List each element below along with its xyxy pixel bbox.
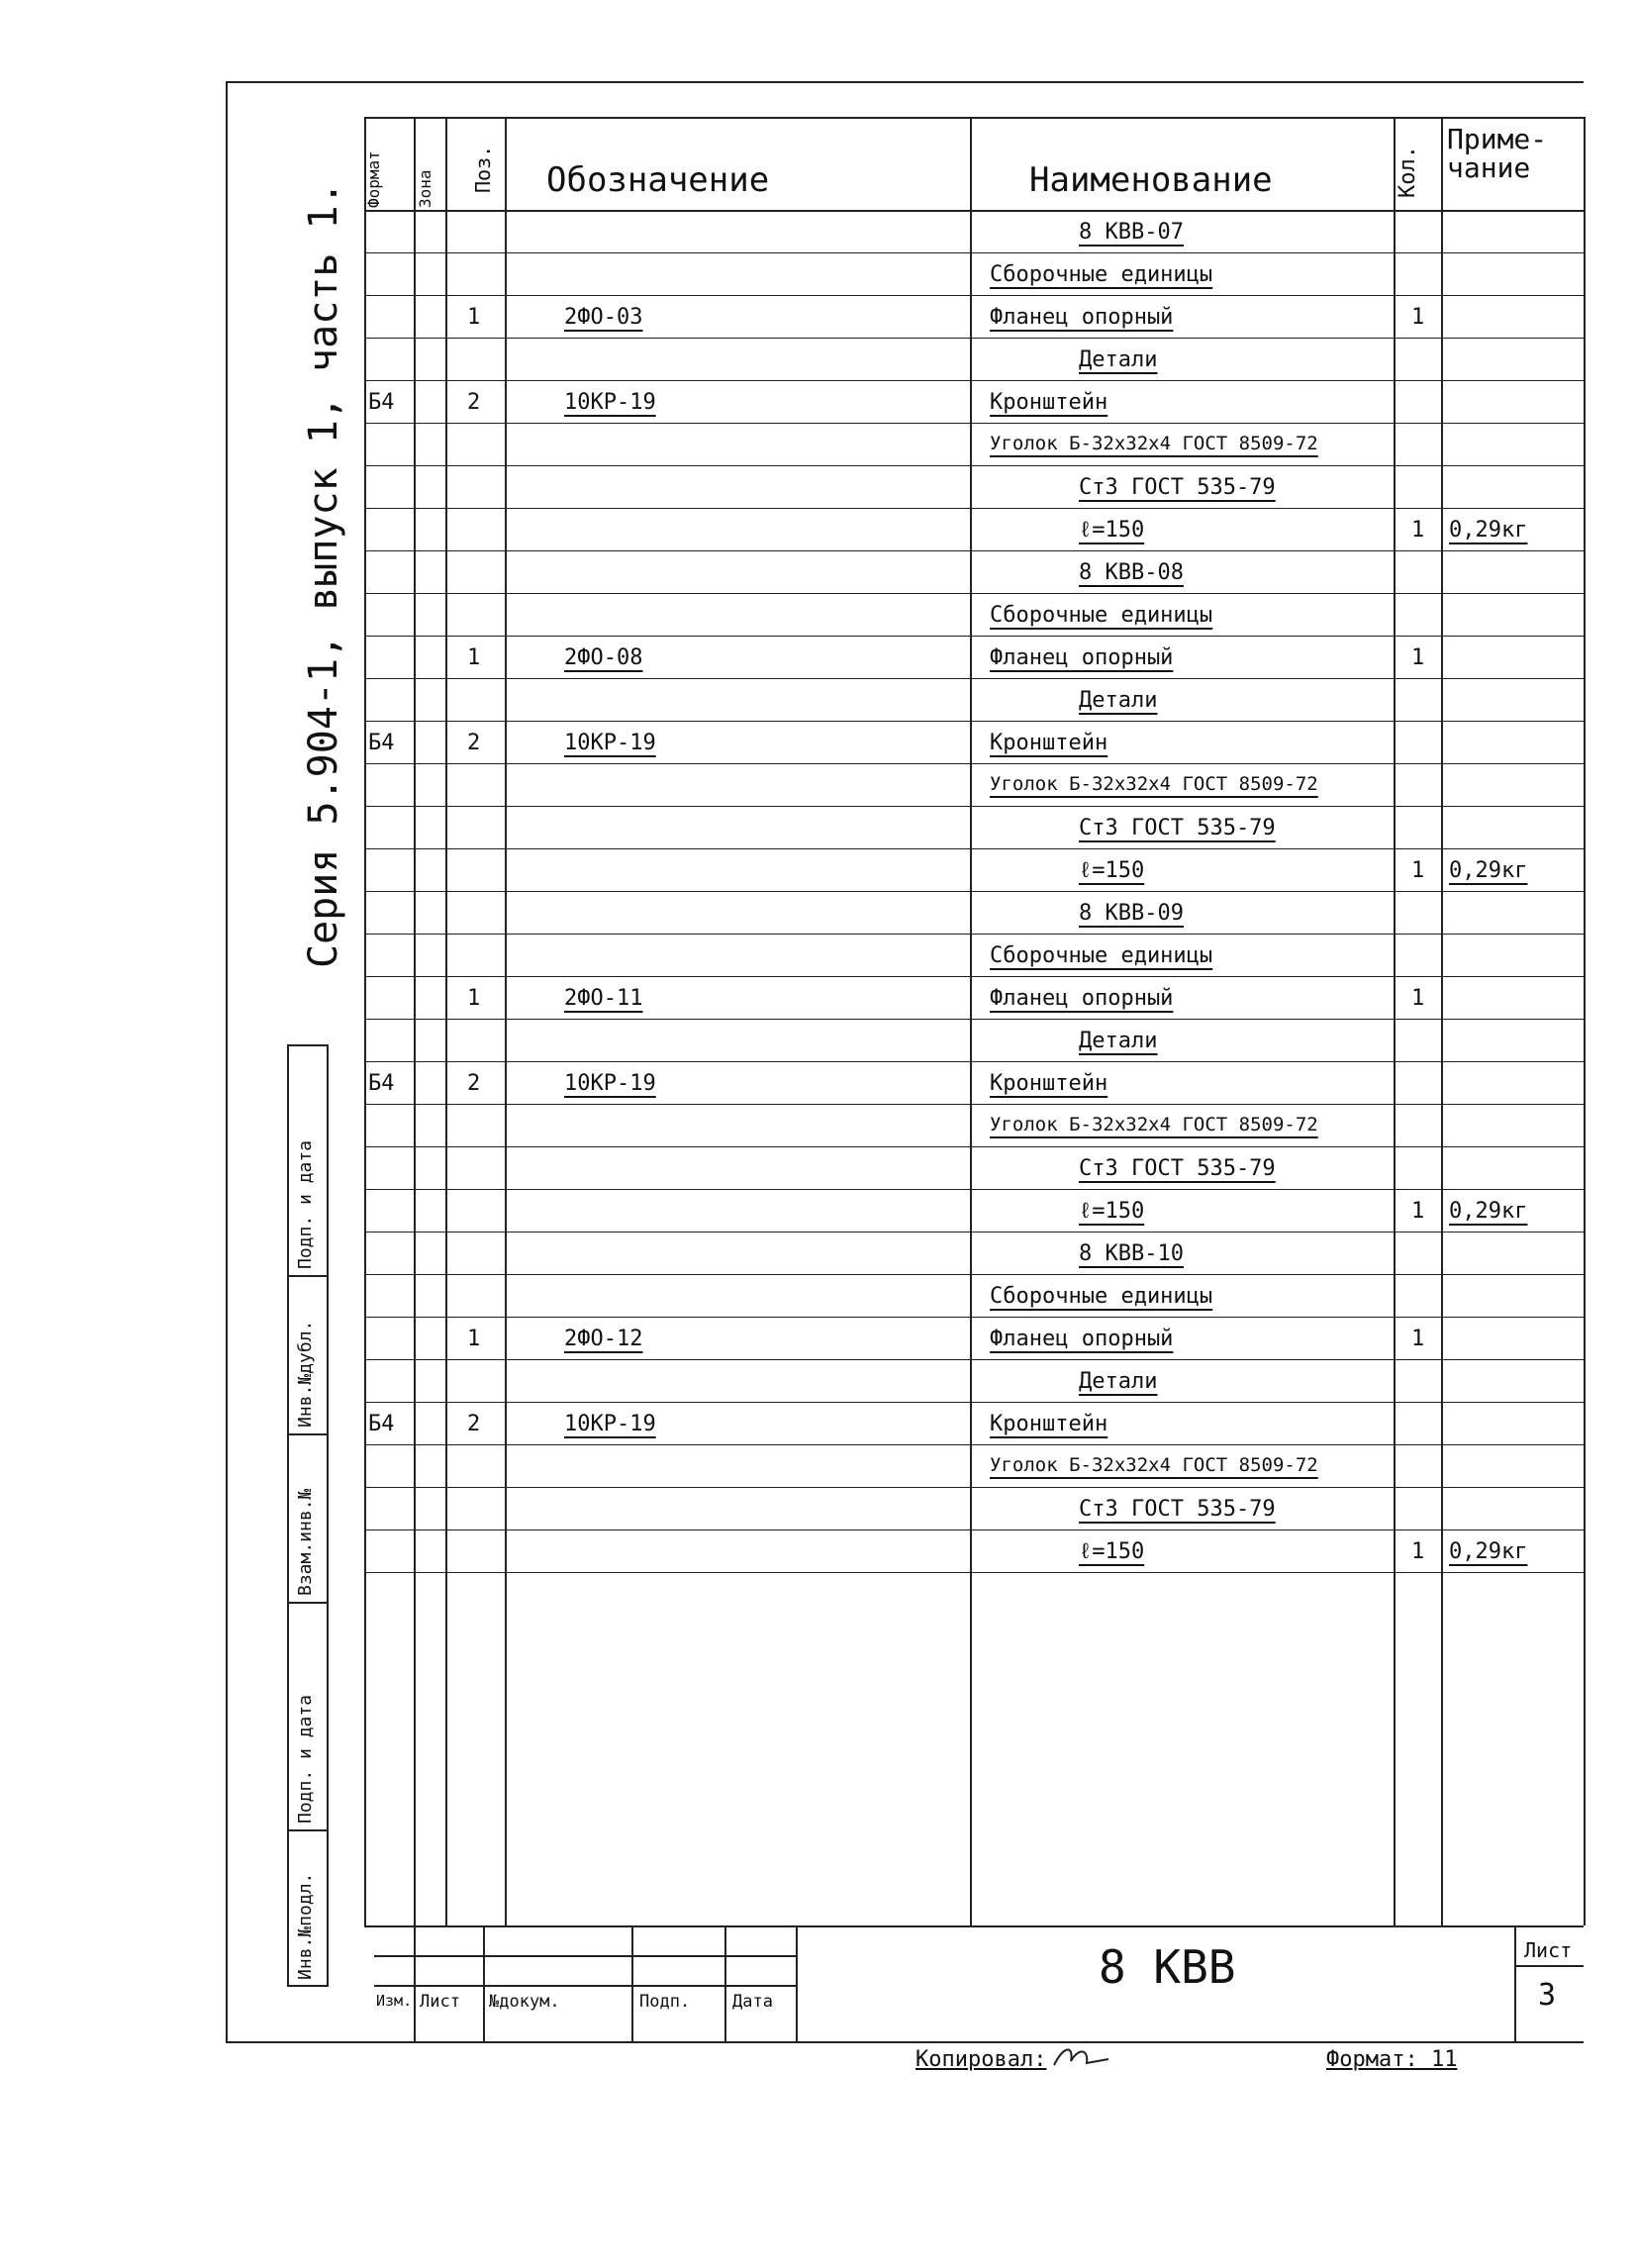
- cell-pos: 1: [467, 986, 481, 1011]
- cell-note: 0,29кг: [1449, 1199, 1528, 1224]
- row-line: [364, 252, 1584, 253]
- cell-format: Б4: [368, 1412, 395, 1436]
- row-line: [364, 678, 1584, 679]
- cell-note: 0,29кг: [1449, 1539, 1528, 1564]
- row-line: [364, 1019, 1584, 1020]
- cell-name: ℓ=150: [1079, 1199, 1145, 1224]
- tb-col-change: Изм.: [376, 1992, 413, 2010]
- tb-col-sign: Подп.: [639, 1992, 691, 2012]
- cell-name: Детали: [1079, 1029, 1158, 1053]
- cell-format: Б4: [368, 1071, 395, 1096]
- cell-qty: 1: [1411, 1327, 1425, 1351]
- cell-pos: 2: [467, 390, 481, 415]
- row-line: [364, 423, 1584, 424]
- cell-name: Сборочные единицы: [990, 262, 1213, 287]
- row-line: [364, 1444, 1584, 1445]
- cell-designation: 10КР-19: [564, 1071, 656, 1096]
- hdr-pos: Поз.: [471, 145, 495, 193]
- hdr-name: Наименование: [1029, 160, 1273, 200]
- cell-name: Уголок Б-32х32х4 ГОСТ 8509-72: [990, 1114, 1318, 1135]
- cell-qty: 1: [1411, 1539, 1425, 1564]
- row-line: [364, 806, 1584, 807]
- row-line: [364, 976, 1584, 977]
- cell-designation: 2ФО-12: [564, 1327, 643, 1351]
- row-line: [364, 891, 1584, 892]
- col-line: [364, 117, 366, 1925]
- cell-name: Фланец опорный: [990, 305, 1174, 330]
- tb-col-docno: №докум.: [489, 1992, 560, 2012]
- cell-name: ℓ=150: [1079, 858, 1145, 883]
- row-line: [364, 1104, 1584, 1105]
- col-line: [1441, 117, 1443, 1925]
- tb-col-sheet: Лист: [420, 1992, 460, 2012]
- stamp-inv-orig: Инв.№подл.: [295, 1872, 316, 1980]
- cell-name: Детали: [1079, 347, 1158, 372]
- col-line: [445, 117, 447, 1925]
- cell-designation: 2ФО-03: [564, 305, 643, 330]
- cell-name: Кронштейн: [990, 390, 1108, 415]
- cell-designation: 10КР-19: [564, 390, 656, 415]
- hdr-note: Приме-чание: [1447, 123, 1548, 185]
- row-line: [364, 380, 1584, 381]
- tb-sheet-label: Лист: [1524, 1938, 1573, 1962]
- cell-designation: 10КР-19: [564, 1412, 656, 1436]
- row-line: [364, 1572, 1584, 1573]
- cell-name: Ст3 ГОСТ 535-79: [1079, 1497, 1276, 1522]
- cell-name: Ст3 ГОСТ 535-79: [1079, 816, 1276, 840]
- row-line: [364, 1359, 1584, 1360]
- row-line: [364, 763, 1584, 764]
- cell-name: Кронштейн: [990, 731, 1108, 755]
- col-line: [1584, 117, 1586, 1925]
- cell-note: 0,29кг: [1449, 518, 1528, 542]
- stamp-replace-inv: Взам.инв.№: [295, 1488, 316, 1596]
- row-line: [364, 1317, 1584, 1318]
- stamp-sign-date-1: Подп. и дата: [295, 1694, 316, 1824]
- cell-pos: 2: [467, 1071, 481, 1096]
- table-top: [364, 117, 1584, 119]
- cell-name: Уголок Б-32х32х4 ГОСТ 8509-72: [990, 433, 1318, 454]
- row-line: [364, 934, 1584, 935]
- copied-signature: [1049, 2037, 1118, 2077]
- col-line: [970, 117, 972, 1925]
- cell-name: 8 КВВ-07: [1079, 220, 1184, 245]
- cell-name: Уголок Б-32х32х4 ГОСТ 8509-72: [990, 773, 1318, 795]
- cell-qty: 1: [1411, 645, 1425, 670]
- cell-name: Фланец опорный: [990, 986, 1174, 1011]
- cell-name: ℓ=150: [1079, 1539, 1145, 1564]
- cell-qty: 1: [1411, 1199, 1425, 1224]
- cell-name: Фланец опорный: [990, 1327, 1174, 1351]
- row-line: [364, 550, 1584, 551]
- cell-name: Фланец опорный: [990, 645, 1174, 670]
- hdr-zone: Зона: [416, 169, 434, 208]
- row-line: [364, 1061, 1584, 1062]
- cell-qty: 1: [1411, 986, 1425, 1011]
- row-line: [364, 848, 1584, 849]
- cell-name: Кронштейн: [990, 1071, 1108, 1096]
- cell-note: 0,29кг: [1449, 858, 1528, 883]
- row-line: [364, 1189, 1584, 1190]
- cell-format: Б4: [368, 390, 395, 415]
- cell-name: Детали: [1079, 1369, 1158, 1394]
- footer-copied: Копировал:: [915, 2047, 1047, 2072]
- cell-name: 8 КВВ-09: [1079, 901, 1184, 926]
- cell-designation: 2ФО-11: [564, 986, 643, 1011]
- row-line: [364, 593, 1584, 594]
- col-line: [505, 117, 507, 1925]
- cell-format: Б4: [368, 731, 395, 755]
- cell-name: Ст3 ГОСТ 535-79: [1079, 475, 1276, 500]
- row-line: [364, 295, 1584, 296]
- row-line: [364, 636, 1584, 637]
- row-line: [364, 1274, 1584, 1275]
- row-line: [364, 721, 1584, 722]
- cell-name: Кронштейн: [990, 1412, 1108, 1436]
- cell-name: Ст3 ГОСТ 535-79: [1079, 1156, 1276, 1181]
- hdr-designation: Обозначение: [546, 160, 770, 200]
- table-header-bottom: [364, 210, 1584, 212]
- cell-pos: 1: [467, 305, 481, 330]
- row-line: [364, 465, 1584, 466]
- footer-format: Формат: 11: [1326, 2047, 1458, 2072]
- hdr-format: Формат: [364, 150, 383, 208]
- row-line: [364, 1146, 1584, 1147]
- stamp-inv-dup: Инв.№дубл.: [295, 1320, 316, 1428]
- cell-name: 8 КВВ-10: [1079, 1241, 1184, 1266]
- row-line: [364, 508, 1584, 509]
- cell-name: Детали: [1079, 688, 1158, 713]
- cell-pos: 2: [467, 731, 481, 755]
- cell-pos: 1: [467, 645, 481, 670]
- cell-name: ℓ=150: [1079, 518, 1145, 542]
- cell-pos: 1: [467, 1327, 481, 1351]
- cell-qty: 1: [1411, 858, 1425, 883]
- row-line: [364, 1487, 1584, 1488]
- cell-name: Уголок Б-32х32х4 ГОСТ 8509-72: [990, 1454, 1318, 1476]
- cell-qty: 1: [1411, 305, 1425, 330]
- cell-name: Сборочные единицы: [990, 1284, 1213, 1309]
- row-line: [364, 1529, 1584, 1530]
- row-line: [364, 338, 1584, 339]
- col-line: [414, 117, 416, 1925]
- row-line: [364, 1232, 1584, 1233]
- tb-col-date: Дата: [732, 1992, 773, 2012]
- col-line: [1394, 117, 1396, 1925]
- stamp-sign-date-2: Подп. и дата: [295, 1139, 316, 1269]
- cell-name: Сборочные единицы: [990, 603, 1213, 628]
- row-line: [364, 1402, 1584, 1403]
- tb-doc-code: 8 КВВ: [1099, 1940, 1236, 1994]
- hdr-qty: Кол.: [1396, 146, 1420, 198]
- side-series-title: Серия 5.904-1, выпуск 1, часть 1.: [301, 181, 346, 968]
- tb-sheet-number: 3: [1538, 1978, 1557, 2013]
- cell-designation: 10КР-19: [564, 731, 656, 755]
- cell-designation: 2ФО-08: [564, 645, 643, 670]
- cell-qty: 1: [1411, 518, 1425, 542]
- cell-name: Сборочные единицы: [990, 943, 1213, 968]
- cell-pos: 2: [467, 1412, 481, 1436]
- cell-name: 8 КВВ-08: [1079, 560, 1184, 585]
